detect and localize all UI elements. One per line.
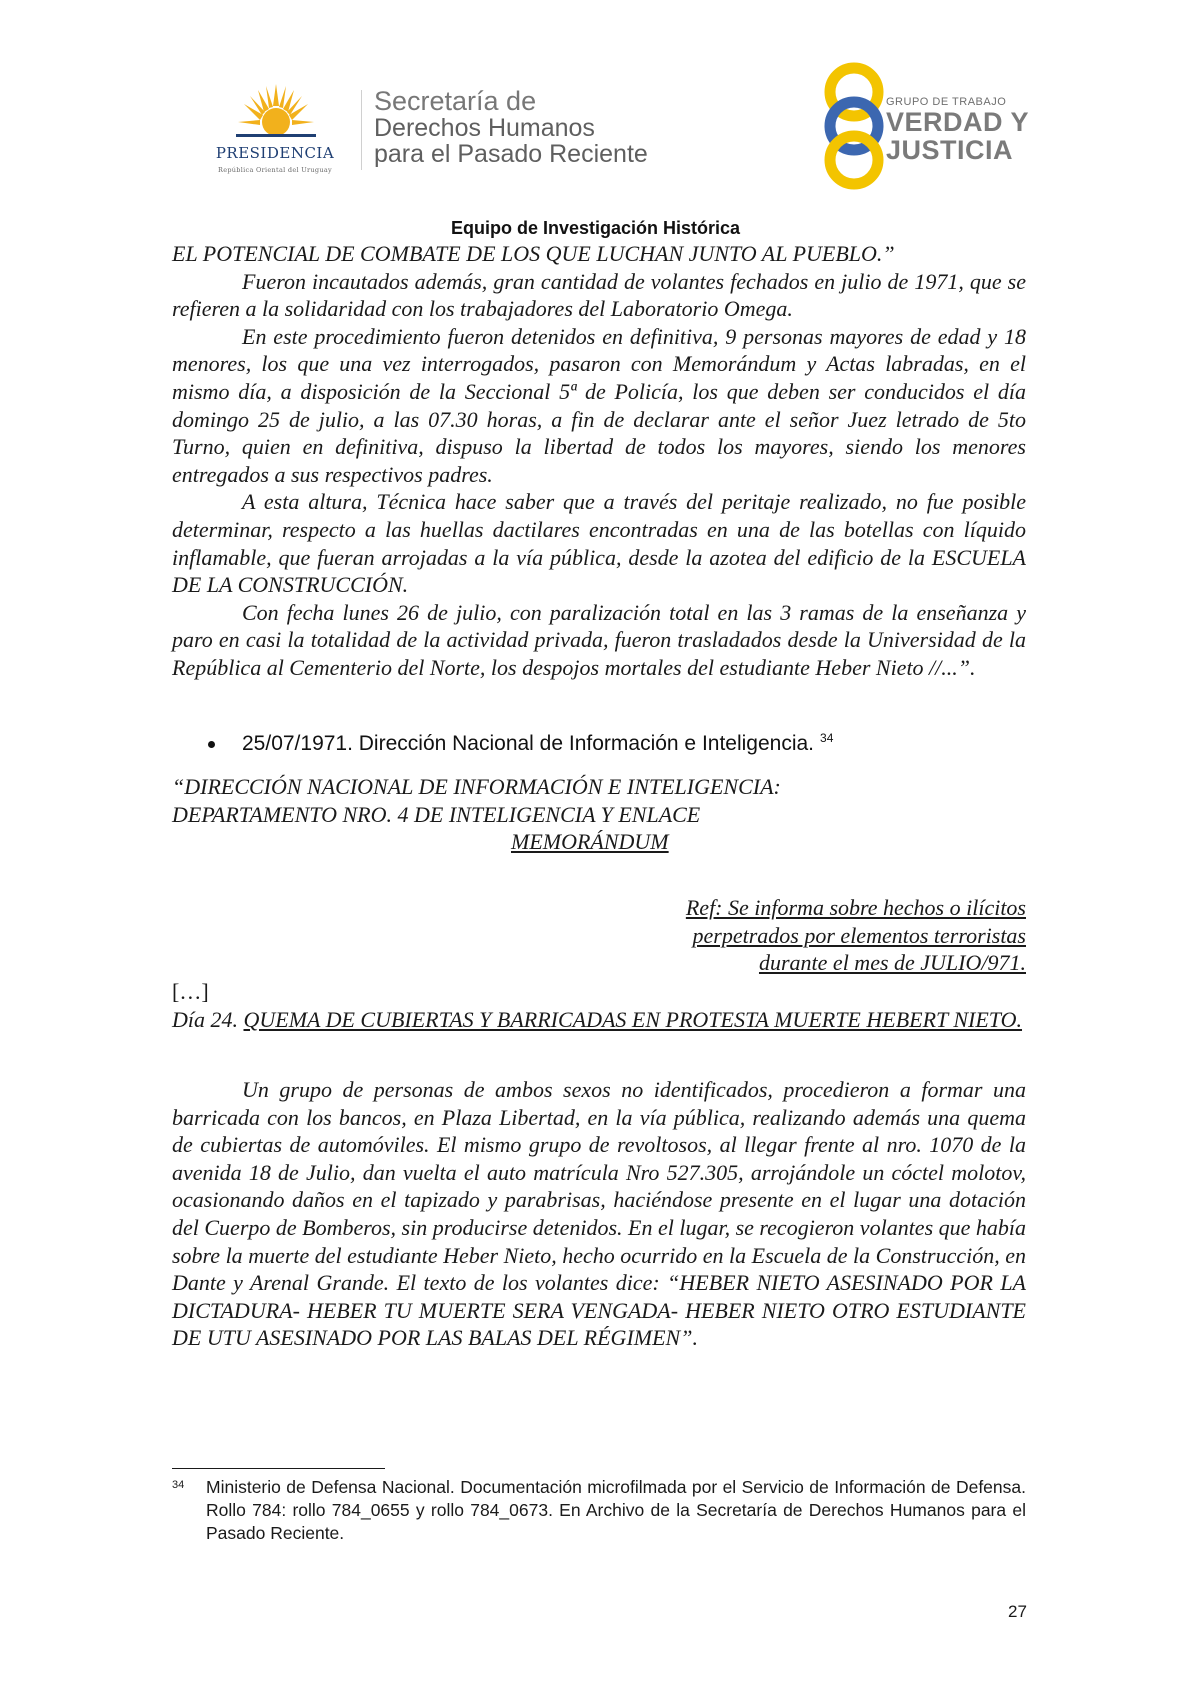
day-label: Día 24. bbox=[172, 1007, 238, 1032]
paragraph-6: Un grupo de personas de ambos sexos no identificados, procedieron a formar una barricada con los bancos, en Plaza Libertad, en la vía pública, realizando además una quema de cubiertas de automóviles. El mismo grupo de revoltosos, al llegar frente al nro. 1070 de la avenida 18 de Julio, dan vuelta el auto matrícula Nro 527.305, arrojándole un cóctel molotov, ocasionando daños en el tapizado y parabrisas, haciéndose presente en el lugar una dotación del Cuerpo de Bomberos, sin producirse detenidos. En el lugar, se recogieron volantes que había sobre la muerte del estudiante Heber Nieto, hecho ocurrido en la Escuela de la Construcción, en Dante y Arenal Grande. El texto de los volantes dice: “HEBER NIETO ASESINADO POR LA DICTADURA- HEBER TU MUERTE SERA VENGADA- HEBER NIETO OTRO ESTUDIANTE DE UTU ASESINADO POR LAS BALAS DEL RÉGIMEN”. bbox=[172, 1077, 1027, 1351]
verdad-justicia-text bbox=[886, 96, 1029, 164]
footnote-text: Ministerio de Defensa Nacional. Documentación microfilmada por el Servicio de Información de Defensa. Rollo 784: rollo 784_0655 y rollo 784_0673. En Archivo de la Secretaría de Derechos Humanos para el Pasado Reciente. bbox=[206, 1477, 1026, 1543]
secretaria-line-2: Derechos Humanos bbox=[374, 114, 595, 142]
sun-icon bbox=[236, 82, 316, 146]
ellipsis: […] bbox=[172, 979, 209, 1004]
grupo-line-2: VERDAD Y bbox=[886, 107, 1030, 137]
memo-title: MEMORÁNDUM bbox=[511, 829, 669, 854]
day-title: QUEMA DE CUBIERTAS Y BARRICADAS EN PROTESTA MUERTE HEBERT NIETO. bbox=[243, 1007, 1023, 1032]
paragraph-3: En este procedimiento fueron detenidos en definitiva, 9 personas mayores de edad y 18 menores, los que una vez interrogados, pasaron con Memorándum y Actas labradas, en el mismo día, a disposición de la Seccional 5ª de Policía, los que deben ser conducidos el día domingo 25 de julio, a las 07.30 horas, a fin de declarar ante el señor Juez letrado de 5to Turno, quien en definitiva, dispuso la libertad de todos los mayores, siendo los menores entregados a sus respectivos padres. bbox=[172, 323, 1026, 487]
dnii-line-1: “DIRECCIÓN NACIONAL DE INFORMACIÓN E INTELIGENCIA: bbox=[172, 774, 781, 799]
footnote-ref[interactable]: 34 bbox=[820, 731, 834, 745]
document-body bbox=[172, 240, 1026, 682]
paragraph-1: EL POTENCIAL DE COMBATE DE LOS QUE LUCHAN JUNTO AL PUEBLO.” bbox=[172, 241, 895, 266]
page-number: 27 bbox=[1008, 1602, 1027, 1621]
footnote-number: 34 bbox=[172, 1479, 185, 1491]
team-heading: Equipo de Investigación Histórica bbox=[450, 218, 741, 238]
ref-line-3: durante el mes de JULIO/971. bbox=[758, 950, 1026, 975]
footnote bbox=[172, 1476, 1026, 1545]
bullet-item bbox=[208, 731, 833, 756]
page-header bbox=[0, 0, 1191, 200]
paragraph-2: Fueron incautados además, gran cantidad de volantes fechados en julio de 1971, que se refieren a la solidaridad con los trabajadores del Laboratorio Omega. bbox=[172, 268, 1026, 322]
secretaria-line-3: para el Pasado Reciente bbox=[374, 140, 648, 168]
secretaria-line-1: Secretaría de bbox=[374, 86, 537, 116]
presidencia-name: PRESIDENCIA bbox=[215, 144, 335, 162]
paragraph-4: A esta altura, Técnica hace saber que a través del peritaje realizado, no fue posible determinar, respecto a las huellas dactilares encontradas en una de las botellas con líquido inflamable, que fueran arrojadas a la vía pública, desde la azotea del edificio de la ESCUELA DE LA CONSTRUCCIÓN. bbox=[172, 489, 1026, 598]
dnii-line-2: DEPARTAMENTO NRO. 4 DE INTELIGENCIA Y ENLACE bbox=[172, 802, 701, 827]
footnote-separator bbox=[172, 1468, 385, 1469]
day-entry bbox=[172, 978, 1026, 1034]
ref-line-1: Ref: Se informa sobre hechos o ilícitos bbox=[685, 895, 1026, 920]
reference-block bbox=[686, 894, 1026, 977]
incident-body bbox=[172, 1076, 1026, 1352]
bullet-dot bbox=[208, 741, 215, 748]
ref-line-2: perpetrados por elementos terroristas bbox=[692, 922, 1026, 948]
header-divider bbox=[361, 90, 362, 170]
presidencia-logo bbox=[196, 82, 354, 178]
dnii-heading bbox=[172, 773, 1026, 829]
paragraph-5: Con fecha lunes 26 de julio, con paralización total en las 3 ramas de la enseñanza y paro en casi la totalidad de la actividad privada, fueron trasladados desde la Universidad de la República al Cementerio del Norte, los despojos mortales del estudiante Heber Nieto //...”. bbox=[172, 599, 1026, 680]
grupo-line-1: GRUPO DE TRABAJO bbox=[886, 96, 1007, 108]
presidencia-subtitle: República Oriental del Uruguay bbox=[218, 166, 332, 174]
grupo-line-3: JUSTICIA bbox=[886, 135, 1014, 165]
secretaria-logo-text bbox=[374, 88, 648, 167]
bullet-text: 25/07/1971. Dirección Nacional de Información e Inteligencia. bbox=[242, 732, 815, 755]
